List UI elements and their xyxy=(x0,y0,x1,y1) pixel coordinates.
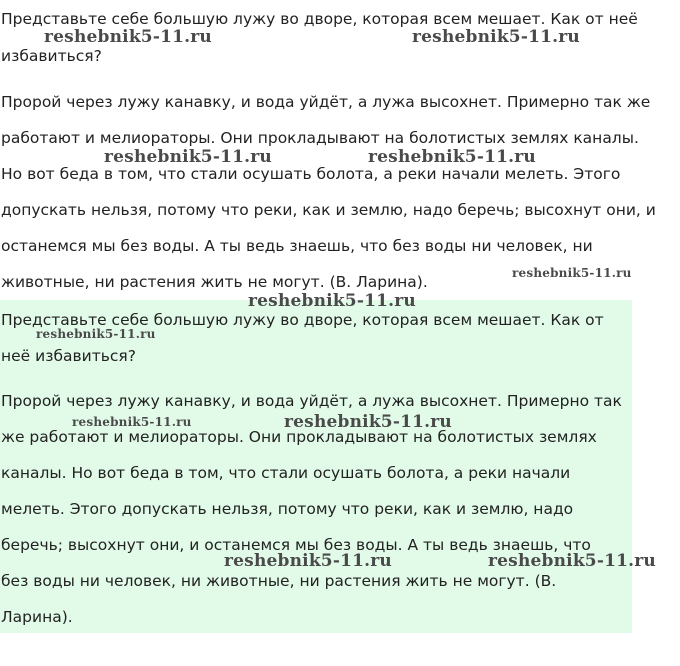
watermark: reshebnik5-11.ru xyxy=(44,27,212,47)
text-line: Представьте себе большую лужу во дворе, которая всем мешает. Как от xyxy=(1,311,604,329)
text-line: останемся мы без воды. А ты ведь знаешь, что без воды ни человек, ни xyxy=(1,237,593,255)
text-line: неё избавиться? xyxy=(1,347,136,365)
text-line: без воды ни человек, ни животные, ни растения жить не могут. (В. xyxy=(1,572,557,590)
text-line: допускать нельзя, потому что реки, как и землю, надо беречь; высохнут они, и xyxy=(1,201,656,219)
watermark: reshebnik5-11.ru xyxy=(72,415,192,429)
watermark: reshebnik5-11.ru xyxy=(368,147,536,167)
watermark: reshebnik5-11.ru xyxy=(488,551,656,571)
watermark: reshebnik5-11.ru xyxy=(412,27,580,47)
watermark: reshebnik5-11.ru xyxy=(284,412,452,432)
watermark: reshebnik5-11.ru xyxy=(224,551,392,571)
text-line: Представьте себе большую лужу во дворе, которая всем мешает. Как от неё xyxy=(1,10,638,28)
text-line: работают и мелиораторы. Они прокладывают на болотистых землях каналы. xyxy=(1,129,639,147)
text-line: каналы. Но вот беда в том, что стали осушать болота, а реки начали xyxy=(1,464,571,482)
text-line: Ларина). xyxy=(1,608,73,626)
text-line: беречь; высохнут они, и останемся мы без воды. А ты ведь знаешь, что xyxy=(1,536,591,554)
text-line: Но вот беда в том, что стали осушать болота, а реки начали мелеть. Этого xyxy=(1,165,621,183)
text-line: мелеть. Этого допускать нельзя, потому что реки, как и землю, надо xyxy=(1,500,574,518)
watermark: reshebnik5-11.ru xyxy=(248,291,416,311)
text-line: животные, ни растения жить не могут. (В. Ларина). xyxy=(1,273,428,291)
watermark: reshebnik5-11.ru xyxy=(512,266,632,280)
watermark: reshebnik5-11.ru xyxy=(104,147,272,167)
text-line: Пророй через лужу канавку, и вода уйдёт, а лужа высохнет. Примерно так xyxy=(1,392,622,410)
text-line: же работают и мелиораторы. Они прокладывают на болотистых землях xyxy=(1,428,597,446)
text-line: избавиться? xyxy=(1,47,102,65)
watermark: reshebnik5-11.ru xyxy=(36,327,156,341)
text-line: Пророй через лужу канавку, и вода уйдёт, а лужа высохнет. Примерно так же xyxy=(1,93,651,111)
